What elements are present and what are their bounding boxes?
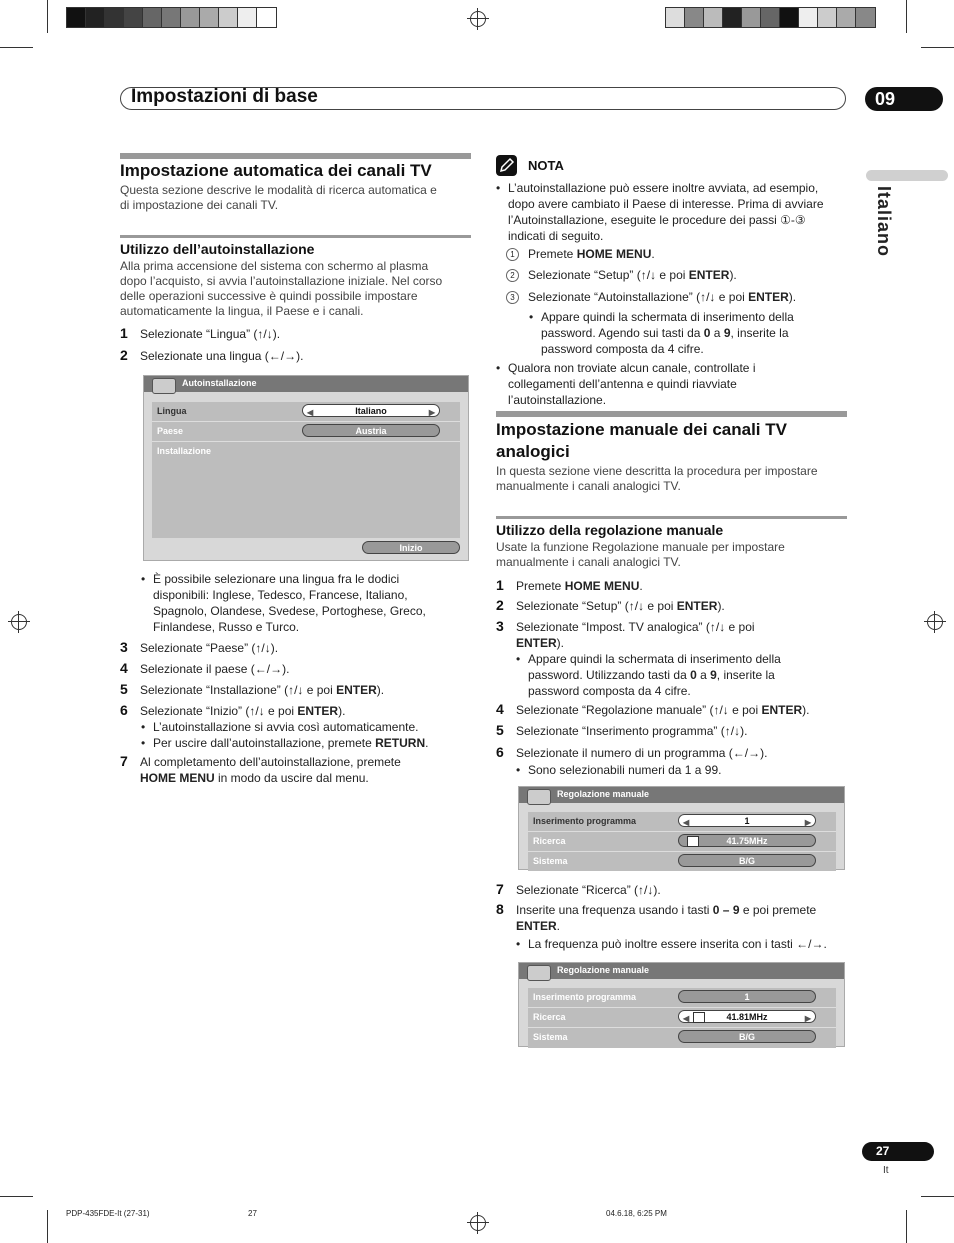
nota-step-3: 3 Selezionate “Autoinstallazione” (↑/↓ e poi ENTER). xyxy=(528,289,796,305)
nota-bullet: • Qualora non troviate alcun canale, controllate i collegamenti dell’antenna e quindi riavviate l’autoinstallazione. xyxy=(508,360,755,408)
step-7: 7 Al completamento dell’autoinstallazione, premete HOME MENU in modo da uscire dal menu. xyxy=(120,753,401,785)
registration-mark xyxy=(470,11,486,27)
footer-file: PDP-435FDE-It (27-31) xyxy=(66,1209,150,1218)
step-2: 2 Selezionate una lingua (←/→). xyxy=(120,347,304,363)
system-value[interactable]: B/G xyxy=(678,854,816,867)
step-5: 5 Selezionate “Installazione” (↑/↓ e poi ENTER). xyxy=(120,681,385,697)
step-1: 1 Premete HOME MENU. xyxy=(496,577,643,593)
system-row[interactable]: Sistema B/G xyxy=(528,852,836,871)
step-3-note: • Appare quindi la schermata di inserimento della password. Utilizzando tasti da 0 a 9, inserite la password composta da 4 cifre. xyxy=(528,651,781,699)
menu-icon xyxy=(152,378,176,394)
subsection-intro: Alla prima accensione del sistema con schermo al plasma dopo l’acquisto, si avvia l’autoinstallazione iniziale. Nel corso delle operazioni successive è quindi possibile impostare automaticamente la lingua, il Paese e i canali. xyxy=(120,259,443,318)
side-tab xyxy=(866,170,948,181)
step-2: 2 Selezionate “Setup” (↑/↓ e poi ENTER). xyxy=(496,597,725,613)
step-7: 7 Selezionate “Ricerca” (↑/↓). xyxy=(496,881,661,897)
step-8-note: • La frequenza può inoltre essere inserita con i tasti ←/→. xyxy=(528,936,827,952)
installazione-row[interactable]: Installazione xyxy=(157,446,212,456)
step-6-note: • Sono selezionabili numeri da 1 a 99. xyxy=(528,762,721,778)
footer-date: 04.6.18, 6:25 PM xyxy=(606,1209,667,1218)
crop-mark xyxy=(906,0,907,33)
nota-step-1: 1 Premete HOME MENU. xyxy=(528,246,655,262)
program-value[interactable]: 1 xyxy=(678,990,816,1003)
step-6-note: • Per uscire dall’autoinstallazione, premete RETURN. xyxy=(153,735,428,751)
section-title: Impostazione manuale dei canali TV analogici xyxy=(496,420,787,461)
step-5: 5 Selezionate “Inserimento programma” (↑/↓). xyxy=(496,722,748,738)
lingua-select[interactable]: ◀ Italiano ▶ xyxy=(302,404,440,417)
subsection-intro: Usate la funzione Regolazione manuale per impostare manualmente i canali analogici TV. xyxy=(496,540,785,569)
inizio-button[interactable]: Inizio xyxy=(362,541,460,554)
language-tab-label: Italiano xyxy=(874,186,894,258)
chapter-badge: 09 xyxy=(865,87,943,111)
section-rule xyxy=(496,411,847,417)
calibration-bar-right xyxy=(665,7,876,28)
screen-title: Regolazione manuale xyxy=(557,965,650,975)
crop-mark xyxy=(0,47,33,48)
nota-bullet: • L’autoinstallazione può essere inoltre avviata, ad esempio, dopo avere cambiato il Paese di interesse. Prima di avviare l’Autoinstallazione, eseguite le procedure dei passi ①-③ indicati di seguito. xyxy=(508,180,824,244)
section-intro: In questa sezione viene descritta la procedura per impostare manualmente i canali analogici TV. xyxy=(496,464,818,493)
lingua-row[interactable]: Lingua ◀ Italiano ▶ xyxy=(152,402,460,422)
registration-mark xyxy=(927,614,943,630)
program-select[interactable]: ◀ 1 ▶ xyxy=(678,814,816,827)
step-6: 6 Selezionate il numero di un programma (←/→). xyxy=(496,744,768,760)
section-title: Impostazione automatica dei canali TV xyxy=(120,161,432,180)
crop-mark xyxy=(921,1196,954,1197)
page-number: 27 xyxy=(862,1142,934,1161)
nota-step-3-note: • Appare quindi la schermata di inserimento della password. Agendo sui tasti da 0 a 9, inserite la password composta da 4 cifre. xyxy=(541,309,794,357)
subsection-rule xyxy=(120,235,471,238)
menu-icon xyxy=(527,789,551,805)
registration-mark xyxy=(11,614,27,630)
step-6: 6 Selezionate “Inizio” (↑/↓ e poi ENTER). xyxy=(120,702,346,718)
calibration-bar-left xyxy=(66,7,277,28)
subsection-title: Utilizzo della regolazione manuale xyxy=(496,522,724,538)
program-row[interactable]: Inserimento programma ◀ 1 ▶ xyxy=(528,812,836,832)
nota-title: NOTA xyxy=(528,158,564,173)
system-row[interactable]: Sistema B/G xyxy=(528,1028,836,1047)
search-value[interactable]: 41.75MHz xyxy=(678,834,816,847)
subsection-title: Utilizzo dell’autoinstallazione xyxy=(120,241,315,257)
search-row[interactable]: Ricerca 41.75MHz xyxy=(528,832,836,852)
crop-mark xyxy=(0,1196,33,1197)
footer-page: 27 xyxy=(248,1209,257,1218)
crop-mark xyxy=(921,47,954,48)
step-3: 3 Selezionate “Impost. TV analogica” (↑/↓ e poi ENTER). xyxy=(496,618,755,650)
crop-mark xyxy=(47,0,48,33)
manual-tuning-screen-1 xyxy=(518,786,845,870)
section-rule xyxy=(120,153,471,159)
section-intro: Questa sezione descrive le modalità di ricerca automatica e di impostazione dei canali TV. xyxy=(120,183,437,212)
nota-step-2: 2 Selezionate “Setup” (↑/↓ e poi ENTER). xyxy=(528,267,737,283)
page-title: Impostazioni di base xyxy=(131,86,318,107)
subsection-rule xyxy=(496,516,847,519)
search-row[interactable]: Ricerca ◀ 41.81MHz ▶ xyxy=(528,1008,836,1028)
search-select[interactable]: ◀ 41.81MHz ▶ xyxy=(678,1010,816,1023)
step-4: 4 Selezionate “Regolazione manuale” (↑/↓ e poi ENTER). xyxy=(496,701,810,717)
step-6-note: • L’autoinstallazione si avvia così automaticamente. xyxy=(153,719,418,735)
step-3: 3 Selezionate “Paese” (↑/↓). xyxy=(120,639,279,655)
language-note: • È possibile selezionare una lingua fra le dodici disponibili: Inglese, Tedesco, Francese, Italiano, Spagnolo, Olandese, Svedese, Portoghese, Greco, Finlandese, Russo e Turco. xyxy=(153,571,426,635)
paese-row[interactable]: Paese Austria xyxy=(152,422,460,442)
crop-mark xyxy=(906,1210,907,1243)
paese-value[interactable]: Austria xyxy=(302,424,440,437)
system-value[interactable]: B/G xyxy=(678,1030,816,1043)
program-row[interactable]: Inserimento programma 1 xyxy=(528,988,836,1008)
step-1: 1 Selezionate “Lingua” (↑/↓). xyxy=(120,325,281,341)
registration-mark xyxy=(470,1215,486,1231)
manual-tuning-screen-2 xyxy=(518,962,845,1047)
menu-icon xyxy=(527,965,551,981)
language-code: It xyxy=(883,1165,889,1176)
screen-title: Regolazione manuale xyxy=(557,789,650,799)
step-8: 8 Inserite una frequenza usando i tasti 0 – 9 e poi premete ENTER. xyxy=(496,901,817,933)
crop-mark xyxy=(47,1210,48,1243)
screen-title: Autoinstallazione xyxy=(182,378,257,388)
pencil-icon xyxy=(496,155,517,176)
autoinstall-screen xyxy=(143,375,469,561)
step-4: 4 Selezionate il paese (←/→). xyxy=(120,660,290,676)
